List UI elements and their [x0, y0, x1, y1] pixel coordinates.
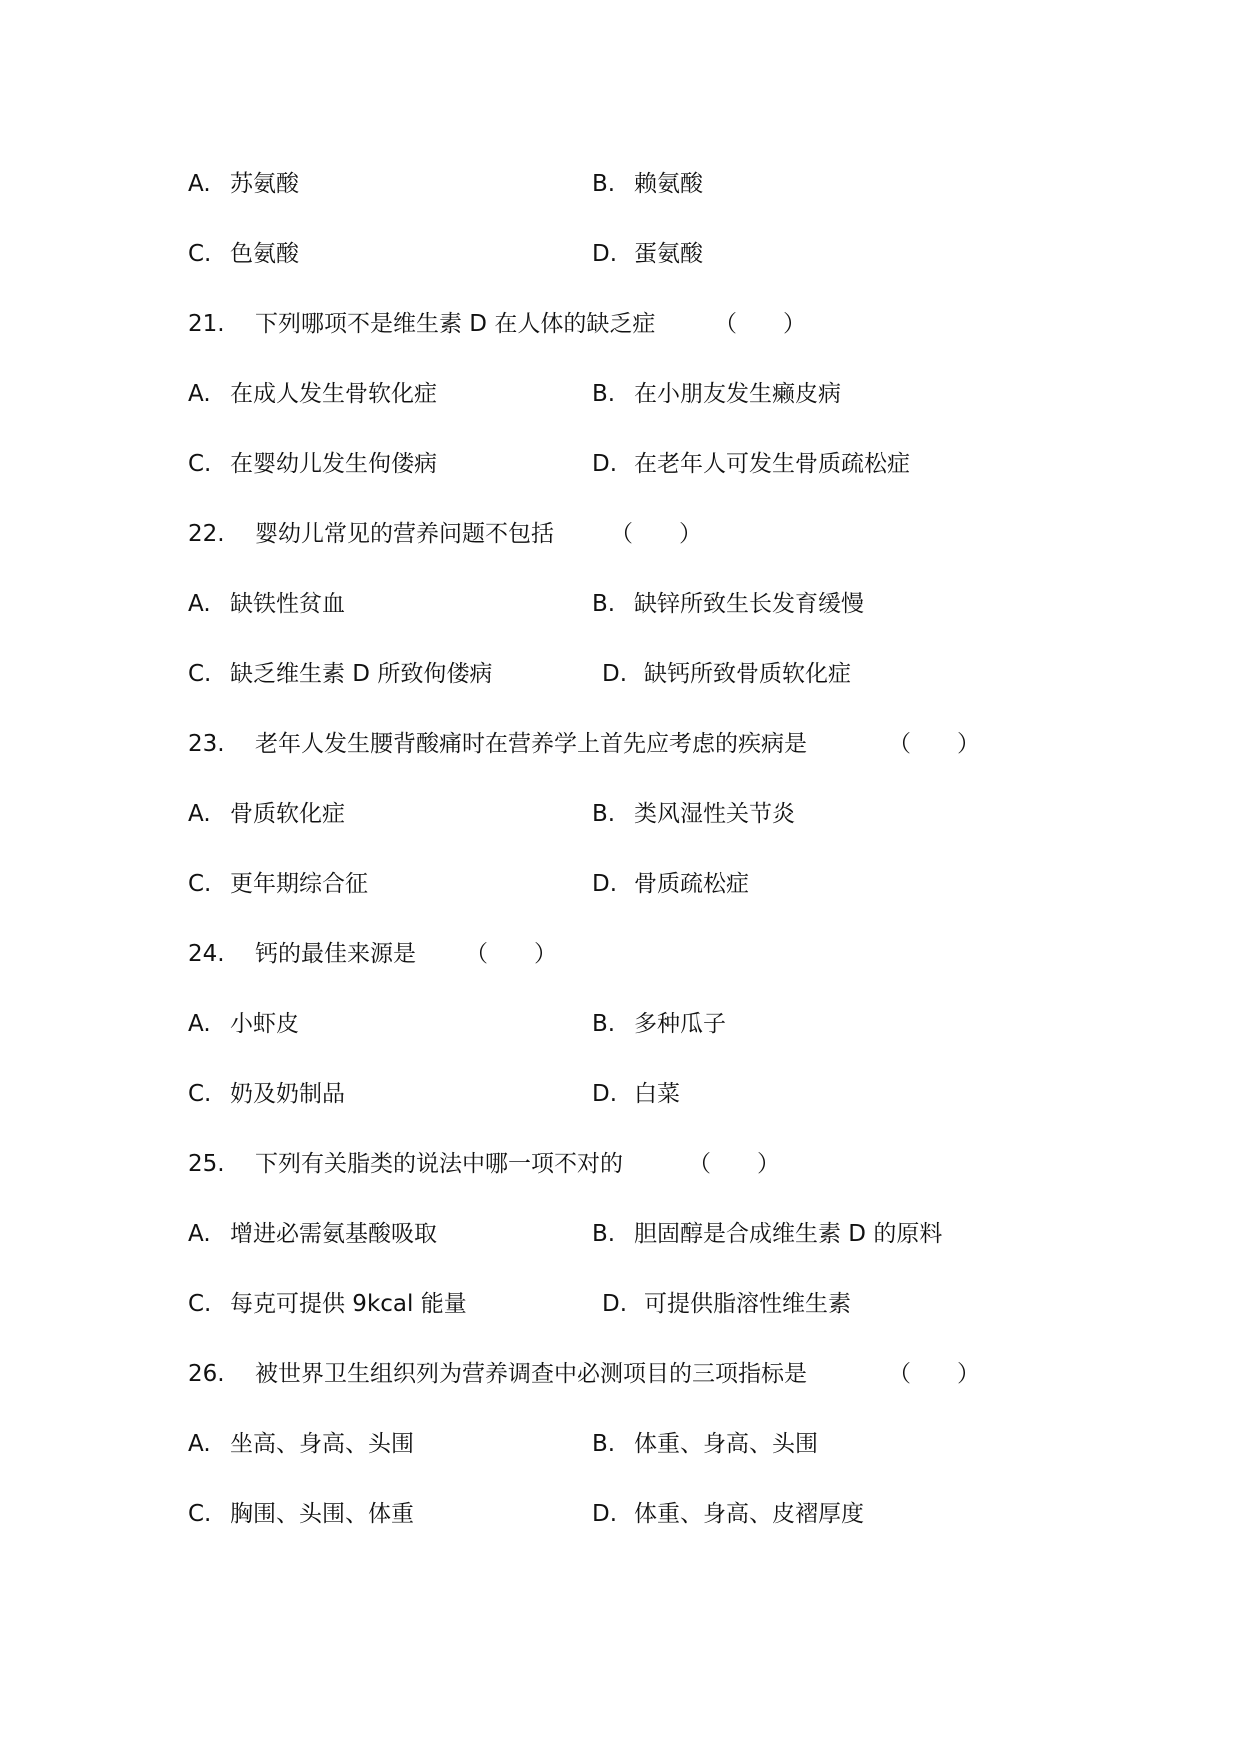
option-text: 骨质疏松症 — [634, 871, 749, 897]
answer-blank: （ ） — [888, 731, 980, 757]
options-row — [0, 1494, 1241, 1534]
option-text: 蛋氨酸 — [634, 241, 703, 267]
option-label: C. — [188, 1291, 212, 1317]
option-text: 体重、身高、头围 — [634, 1431, 818, 1457]
option-text: 缺钙所致骨质软化症 — [644, 661, 851, 687]
option-b — [592, 1004, 726, 1044]
question-number: 23. — [188, 731, 225, 757]
options-row — [0, 1214, 1241, 1254]
option-label: D. — [592, 1081, 618, 1107]
options-row — [0, 864, 1241, 904]
answer-blank: （ ） — [688, 1151, 780, 1177]
option-text: 小虾皮 — [230, 1011, 299, 1037]
answer-blank: （ ） — [888, 1361, 980, 1387]
option-label: B. — [592, 1431, 616, 1457]
option-label: A. — [188, 801, 211, 827]
option-text: 在成人发生骨软化症 — [230, 381, 437, 407]
question-24 — [0, 934, 1241, 974]
option-text: 奶及奶制品 — [230, 1081, 345, 1107]
option-label: B. — [592, 1221, 616, 1247]
question-number: 24. — [188, 941, 225, 967]
option-label: C. — [188, 241, 212, 267]
option-b — [592, 1214, 942, 1254]
options-row — [0, 654, 1241, 694]
question-25 — [0, 1144, 1241, 1184]
option-text: 多种瓜子 — [634, 1011, 726, 1037]
option-label: B. — [592, 801, 616, 827]
option-label: D. — [602, 1291, 628, 1317]
option-c — [188, 1494, 414, 1534]
option-d — [592, 1494, 864, 1534]
options-row — [0, 444, 1241, 484]
option-label: A. — [188, 1011, 211, 1037]
question-22 — [0, 514, 1241, 554]
question-23 — [0, 724, 1241, 764]
option-a — [188, 1424, 414, 1464]
option-label: B. — [592, 591, 616, 617]
option-a — [188, 164, 299, 204]
option-a — [188, 1004, 299, 1044]
option-text: 胆固醇是合成维生素 D 的原料 — [634, 1221, 943, 1247]
option-text: 在小朋友发生癞皮病 — [634, 381, 841, 407]
answer-blank: （ ） — [610, 521, 702, 547]
options-row — [0, 1074, 1241, 1114]
option-label: C. — [188, 1081, 212, 1107]
option-text: 增进必需氨基酸吸取 — [230, 1221, 437, 1247]
question-number: 21. — [188, 311, 225, 337]
option-label: B. — [592, 381, 616, 407]
option-label: A. — [188, 171, 211, 197]
options-row — [0, 584, 1241, 624]
option-a — [188, 374, 437, 414]
option-label: A. — [188, 381, 211, 407]
option-c — [188, 234, 299, 274]
option-label: A. — [188, 1221, 211, 1247]
option-text: 可提供脂溶性维生素 — [644, 1291, 851, 1317]
option-d — [592, 864, 749, 904]
option-text: 缺铁性贫血 — [230, 591, 345, 617]
option-c — [188, 1284, 467, 1324]
options-row — [0, 1284, 1241, 1324]
option-text: 色氨酸 — [230, 241, 299, 267]
option-b — [592, 164, 703, 204]
option-text: 类风湿性关节炎 — [634, 801, 795, 827]
question-text: 下列哪项不是维生素 D 在人体的缺乏症 — [255, 311, 656, 337]
option-label: D. — [592, 871, 618, 897]
option-b — [592, 1424, 818, 1464]
options-row — [0, 234, 1241, 274]
option-label: B. — [592, 1011, 616, 1037]
question-number: 22. — [188, 521, 225, 547]
question-text: 下列有关脂类的说法中哪一项不对的 — [255, 1151, 623, 1177]
option-text: 赖氨酸 — [634, 171, 703, 197]
option-text: 骨质软化症 — [230, 801, 345, 827]
option-label: C. — [188, 661, 212, 687]
options-row — [0, 374, 1241, 414]
option-c — [188, 1074, 345, 1114]
option-text: 在婴幼儿发生佝偻病 — [230, 451, 437, 477]
option-label: B. — [592, 171, 616, 197]
option-label: D. — [592, 1501, 618, 1527]
options-row — [0, 1424, 1241, 1464]
question-number: 25. — [188, 1151, 225, 1177]
option-b — [592, 584, 864, 624]
option-text: 在老年人可发生骨质疏松症 — [634, 451, 910, 477]
option-label: A. — [188, 591, 211, 617]
question-text: 老年人发生腰背酸痛时在营养学上首先应考虑的疾病是 — [255, 731, 807, 757]
option-d — [592, 1074, 680, 1114]
option-a — [188, 584, 345, 624]
option-text: 每克可提供 9kcal 能量 — [230, 1291, 467, 1317]
options-row — [0, 794, 1241, 834]
option-text: 体重、身高、皮褶厚度 — [634, 1501, 864, 1527]
option-d — [592, 444, 910, 484]
option-c — [188, 654, 492, 694]
option-b — [592, 374, 841, 414]
options-row — [0, 1004, 1241, 1044]
option-label: D. — [602, 661, 628, 687]
option-text: 苏氨酸 — [230, 171, 299, 197]
answer-blank: （ ） — [465, 941, 557, 967]
option-d — [602, 654, 851, 694]
option-b — [592, 794, 795, 834]
option-a — [188, 794, 345, 834]
option-text: 胸围、头围、体重 — [230, 1501, 414, 1527]
option-d — [602, 1284, 851, 1324]
option-label: C. — [188, 871, 212, 897]
question-number: 26. — [188, 1361, 225, 1387]
option-c — [188, 864, 368, 904]
question-text: 钙的最佳来源是 — [255, 941, 416, 967]
question-26 — [0, 1354, 1241, 1394]
option-label: C. — [188, 1501, 212, 1527]
answer-blank: （ ） — [714, 311, 806, 337]
question-21 — [0, 304, 1241, 344]
option-label: D. — [592, 241, 618, 267]
option-a — [188, 1214, 437, 1254]
option-c — [188, 444, 437, 484]
option-text: 白菜 — [634, 1081, 680, 1107]
option-text: 缺锌所致生长发育缓慢 — [634, 591, 864, 617]
option-label: D. — [592, 451, 618, 477]
option-d — [592, 234, 703, 274]
option-label: A. — [188, 1431, 211, 1457]
option-text: 更年期综合征 — [230, 871, 368, 897]
question-text: 婴幼儿常见的营养问题不包括 — [255, 521, 554, 547]
option-text: 坐高、身高、头围 — [230, 1431, 414, 1457]
option-label: C. — [188, 451, 212, 477]
options-row — [0, 164, 1241, 204]
question-text: 被世界卫生组织列为营养调查中必测项目的三项指标是 — [255, 1361, 807, 1387]
option-text: 缺乏维生素 D 所致佝偻病 — [230, 661, 493, 687]
